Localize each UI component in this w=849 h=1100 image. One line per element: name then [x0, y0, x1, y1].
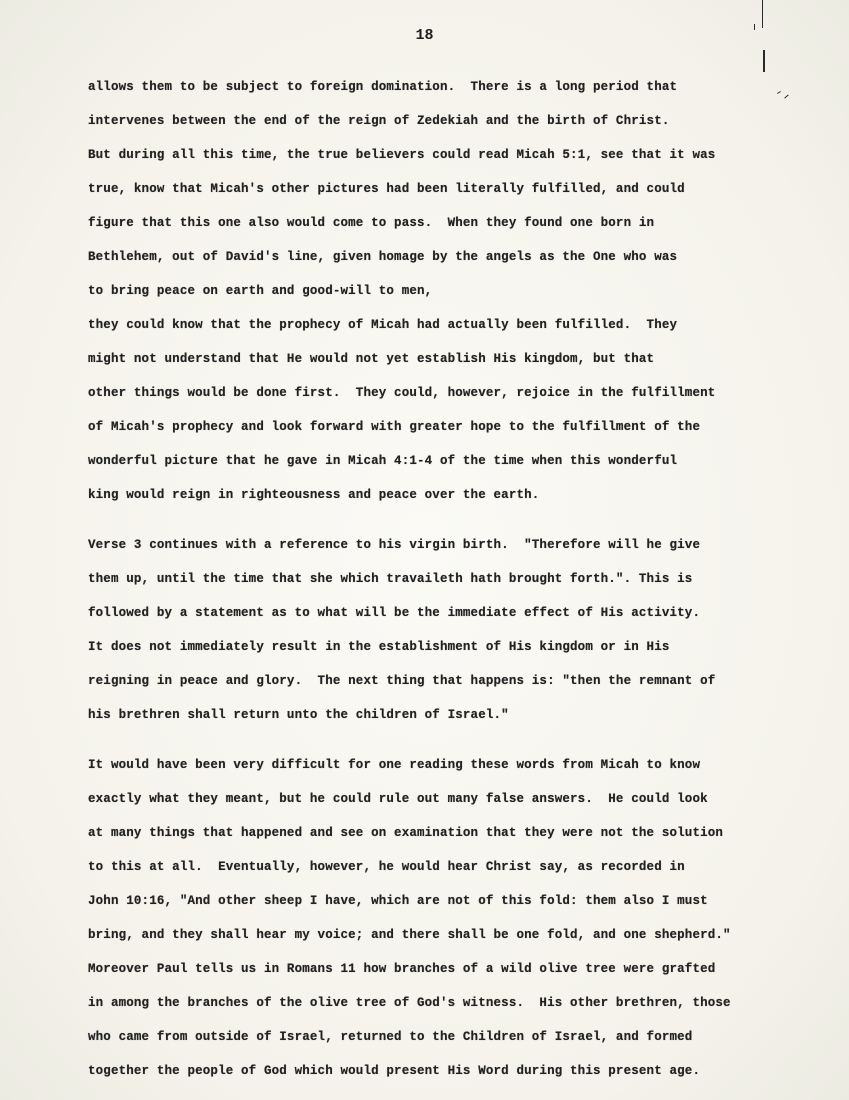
page-number: 18 — [415, 27, 434, 44]
text-line: them up, until the time that she which travaileth hath brought forth.". This is — [88, 572, 693, 586]
text-line: Bethlehem, out of David's line, given homage by the angels as the One who was — [88, 250, 678, 264]
paragraph-gap — [88, 737, 808, 753]
text-line: king would reign in righteousness and peace over the earth. — [88, 488, 540, 502]
text-line: bring, and they shall hear my voice; and there shall be one fold, and one shepherd." — [88, 928, 731, 942]
text-line: to bring peace on earth and good-will to men, — [88, 284, 433, 298]
margin-mark — [763, 50, 765, 72]
paragraph-gap — [88, 517, 808, 533]
text-line: in among the branches of the olive tree of God's witness. His other brethren, those — [88, 996, 731, 1010]
text-line: Verse 3 continues with a reference to his virgin birth. "Therefore will he give — [88, 538, 701, 552]
margin-mark — [762, 0, 763, 28]
text-line: John 10:16, "And other sheep I have, which are not of this fold: them also I must — [88, 894, 708, 908]
text-line: wonderful picture that he gave in Micah 4:1-4 of the time when this wonderful — [88, 454, 678, 468]
text-line: together the people of God which would present His Word during this present age. — [88, 1064, 701, 1078]
text-line: who came from outside of Israel, returned to the Children of Israel, and formed — [88, 1030, 693, 1044]
text-line: his brethren shall return unto the children of Israel." — [88, 708, 509, 722]
text-line: It would have been very difficult for one reading these words from Micah to know — [88, 758, 701, 772]
text-line: reigning in peace and glory. The next thing that happens is: "then the remnant of — [88, 674, 716, 688]
body-text — [88, 75, 808, 1093]
text-line: to this at all. Eventually, however, he would hear Christ say, as recorded in — [88, 860, 685, 874]
text-line: exactly what they meant, but he could rule out many false answers. He could look — [88, 792, 708, 806]
text-line: allows them to be subject to foreign domination. There is a long period that — [88, 80, 678, 94]
text-line: followed by a statement as to what will be the immediate effect of His activity. — [88, 606, 701, 620]
text-line: at many things that happened and see on examination that they were not the solution — [88, 826, 724, 840]
text-line: true, know that Micah's other pictures had been literally fulfilled, and could — [88, 182, 685, 196]
text-line: of Micah's prophecy and look forward with greater hope to the fulfillment of the — [88, 420, 701, 434]
text-line: It does not immediately result in the establishment of His kingdom or in His — [88, 640, 670, 654]
text-line: figure that this one also would come to pass. When they found one born in — [88, 216, 655, 230]
text-line: But during all this time, the true believers could read Micah 5:1, see that it was — [88, 148, 716, 162]
text-line: Moreover Paul tells us in Romans 11 how branches of a wild olive tree were grafted — [88, 962, 716, 976]
text-line: they could know that the prophecy of Micah had actually been fulfilled. They — [88, 318, 678, 332]
text-line: intervenes between the end of the reign of Zedekiah and the birth of Christ. — [88, 114, 670, 128]
text-line: other things would be done first. They could, however, rejoice in the fulfillment — [88, 386, 716, 400]
text-line: might not understand that He would not yet establish His kingdom, but that — [88, 352, 655, 366]
